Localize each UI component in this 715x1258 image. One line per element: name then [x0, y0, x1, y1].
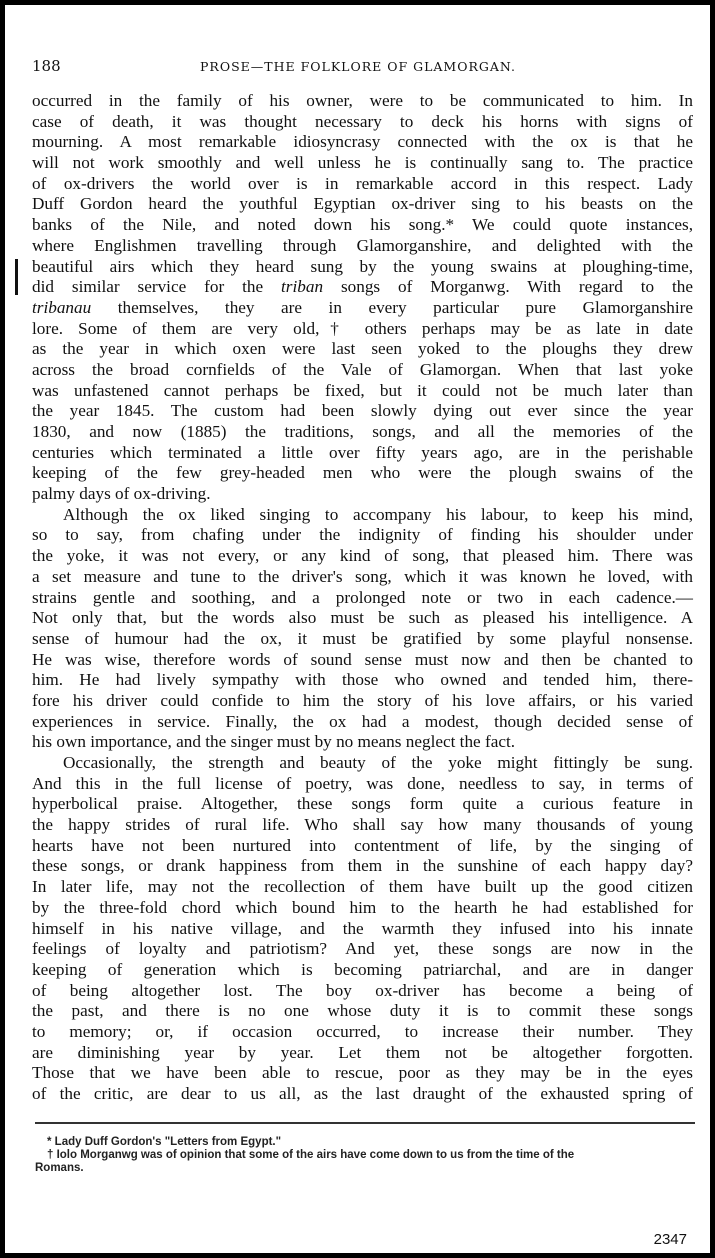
running-title: PROSE—THE FOLKLORE OF GLAMORGAN. [200, 59, 517, 74]
text-line: keeping of the few grey-headed men who were the plough swains of the [32, 463, 693, 483]
text-line: mourning. A most remarkable idiosyncrasy connected with the ox is that he [32, 132, 693, 152]
italic-term: tribanau [32, 297, 92, 317]
text-line: 1830, and now (1885) the traditions, songs, and all the memories of the [32, 422, 693, 441]
footnote-1: * Lady Duff Gordon's "Letters from Egypt." [47, 1136, 282, 1148]
text-line: a set measure and tune to the driver's song, which it was known he loved, with [32, 566, 693, 586]
text-line: his own importance, and the singer must by no means neglect the fact. [32, 732, 516, 752]
text-line: feelings of loyalty and patriotism? And yet, these songs are now in the [32, 939, 693, 959]
footnotes [35, 1136, 705, 1175]
text-line: of being altogether lost. The boy ox-driver has become a being of [32, 980, 693, 1000]
text-line: Occasionally, the strength and beauty of the yoke might fittingly be sung. [63, 753, 693, 772]
text-line: the past, and there is no one whose duty it is to commit these songs [32, 1001, 693, 1021]
text-line: him. He had lively sympathy with those who owned and tended him, there- [32, 670, 693, 690]
text-line: experiences in service. Finally, the ox had a modest, though decided sense of [32, 711, 693, 731]
text-line: was unfastened cannot perhaps be fixed, but it could not be much later than [32, 380, 693, 400]
text-line: across the broad cornfields of the Vale of Glamorgan. When that last yoke [32, 359, 693, 379]
text-line: to memory; or, if occasion occurred, to increase their number. They [32, 1021, 693, 1041]
text-line: of ox-drivers the world over is in remarkable accord in this respect. Lady [32, 173, 693, 193]
text-line: so to say, from chafing under the indignity of finding his shoulder under [32, 525, 693, 545]
text-line: Not only that, but the words also must be such as pleased his intelligence. A [32, 608, 693, 628]
text-line: He was wise, therefore words of sound sense must now and then be chanted to [32, 649, 693, 669]
margin-mark [15, 259, 18, 295]
footnote-2-continued: Romans. [35, 1162, 84, 1174]
text-line: Duff Gordon heard the youthful Egyptian ox-driver sing to his beasts on the [32, 194, 693, 214]
text-line: palmy days of ox-driving. [32, 484, 211, 504]
text-line: will not work smoothly and well unless he is continually sang to. The practice [32, 153, 693, 173]
text-line: sense of humour had the ox, it must be gratified by some playful nonsense. [32, 628, 693, 648]
text-line: lore. Some of them are very old,† others perhaps may be as late in date [32, 318, 693, 338]
text-line: centuries which terminated a little over fifty years ago, are in the perishable [32, 442, 693, 462]
text-line: these songs, or drank happiness from them in the sunshine of each happy day? [32, 856, 693, 876]
text-line: keeping of generation which is becoming patriarchal, and are in danger [32, 959, 693, 979]
text-line: of the critic, are dear to us all, as the last draught of the exhausted spring of [32, 1084, 693, 1103]
footnote-2: † Iolo Morganwg was of opinion that some of the airs have come down to us from the time of the [47, 1149, 575, 1161]
text-line: case of death, it was thought necessary to deck his horns with signs of [32, 111, 693, 131]
text-line: by the three-fold chord which bound him to the hearth he had established for [32, 897, 693, 917]
text-line: beautiful airs which they heard sung by the young swains at ploughing-time, [32, 256, 693, 276]
text-line: where Englishmen travelling through Glamorganshire, and delighted with the [32, 235, 693, 255]
text-line: hearts have not been nurtured into contentment of life, by the singing of [32, 835, 693, 855]
text-line: And this in the full license of poetry, was done, needless to say, in terms of [32, 773, 693, 793]
body-text [32, 91, 693, 1105]
text-line: hyperbolical praise. Altogether, these songs form quite a curious feature in [32, 794, 693, 814]
text-line: the happy strides of rural life. Who shall say how many thousands of young [32, 815, 693, 835]
document-page [5, 5, 710, 1253]
page-number: 188 [32, 57, 61, 75]
text-line: tribanau themselves, they are in every particular pure Glamorganshire [32, 297, 693, 317]
text-line: fore his driver could confide to him the story of his love affairs, or his varied [32, 690, 693, 710]
text-line: In later life, may not the recollection of them have built up the good citizen [32, 877, 693, 897]
text-line: the yoke, it was not every, or any kind of song, that pleased him. There was [32, 546, 693, 566]
text-line: did similar service for the triban songs of Morganwg. With regard to the [32, 277, 694, 297]
text-line: as the year in which oxen were last seen yoked to the ploughs they drew [32, 339, 693, 359]
text-line: occurred in the family of his owner, were to be communicated to him. In [32, 91, 693, 110]
footnote-rule [35, 1122, 695, 1124]
text-line: the year 1845. The custom had been slowly dying out ever since the year [32, 401, 693, 421]
text-line: Although the ox liked singing to accompany his labour, to keep his mind, [63, 504, 693, 524]
text-line: banks of the Nile, and noted down his song.* We could quote instances, [32, 215, 693, 235]
scan-number: 2347 [653, 1231, 687, 1248]
text-line: Those that we have been able to rescue, poor as they may be in the eyes [32, 1063, 693, 1083]
text-line: himself in his native village, and the warmth they infused into his innate [32, 918, 693, 938]
italic-term: triban [281, 277, 324, 297]
text-line: strains gentle and soothing, and a prolonged note or two in each cadence.— [32, 587, 693, 607]
text-line: are diminishing year by year. Let them not be altogether forgotten. [32, 1042, 693, 1062]
